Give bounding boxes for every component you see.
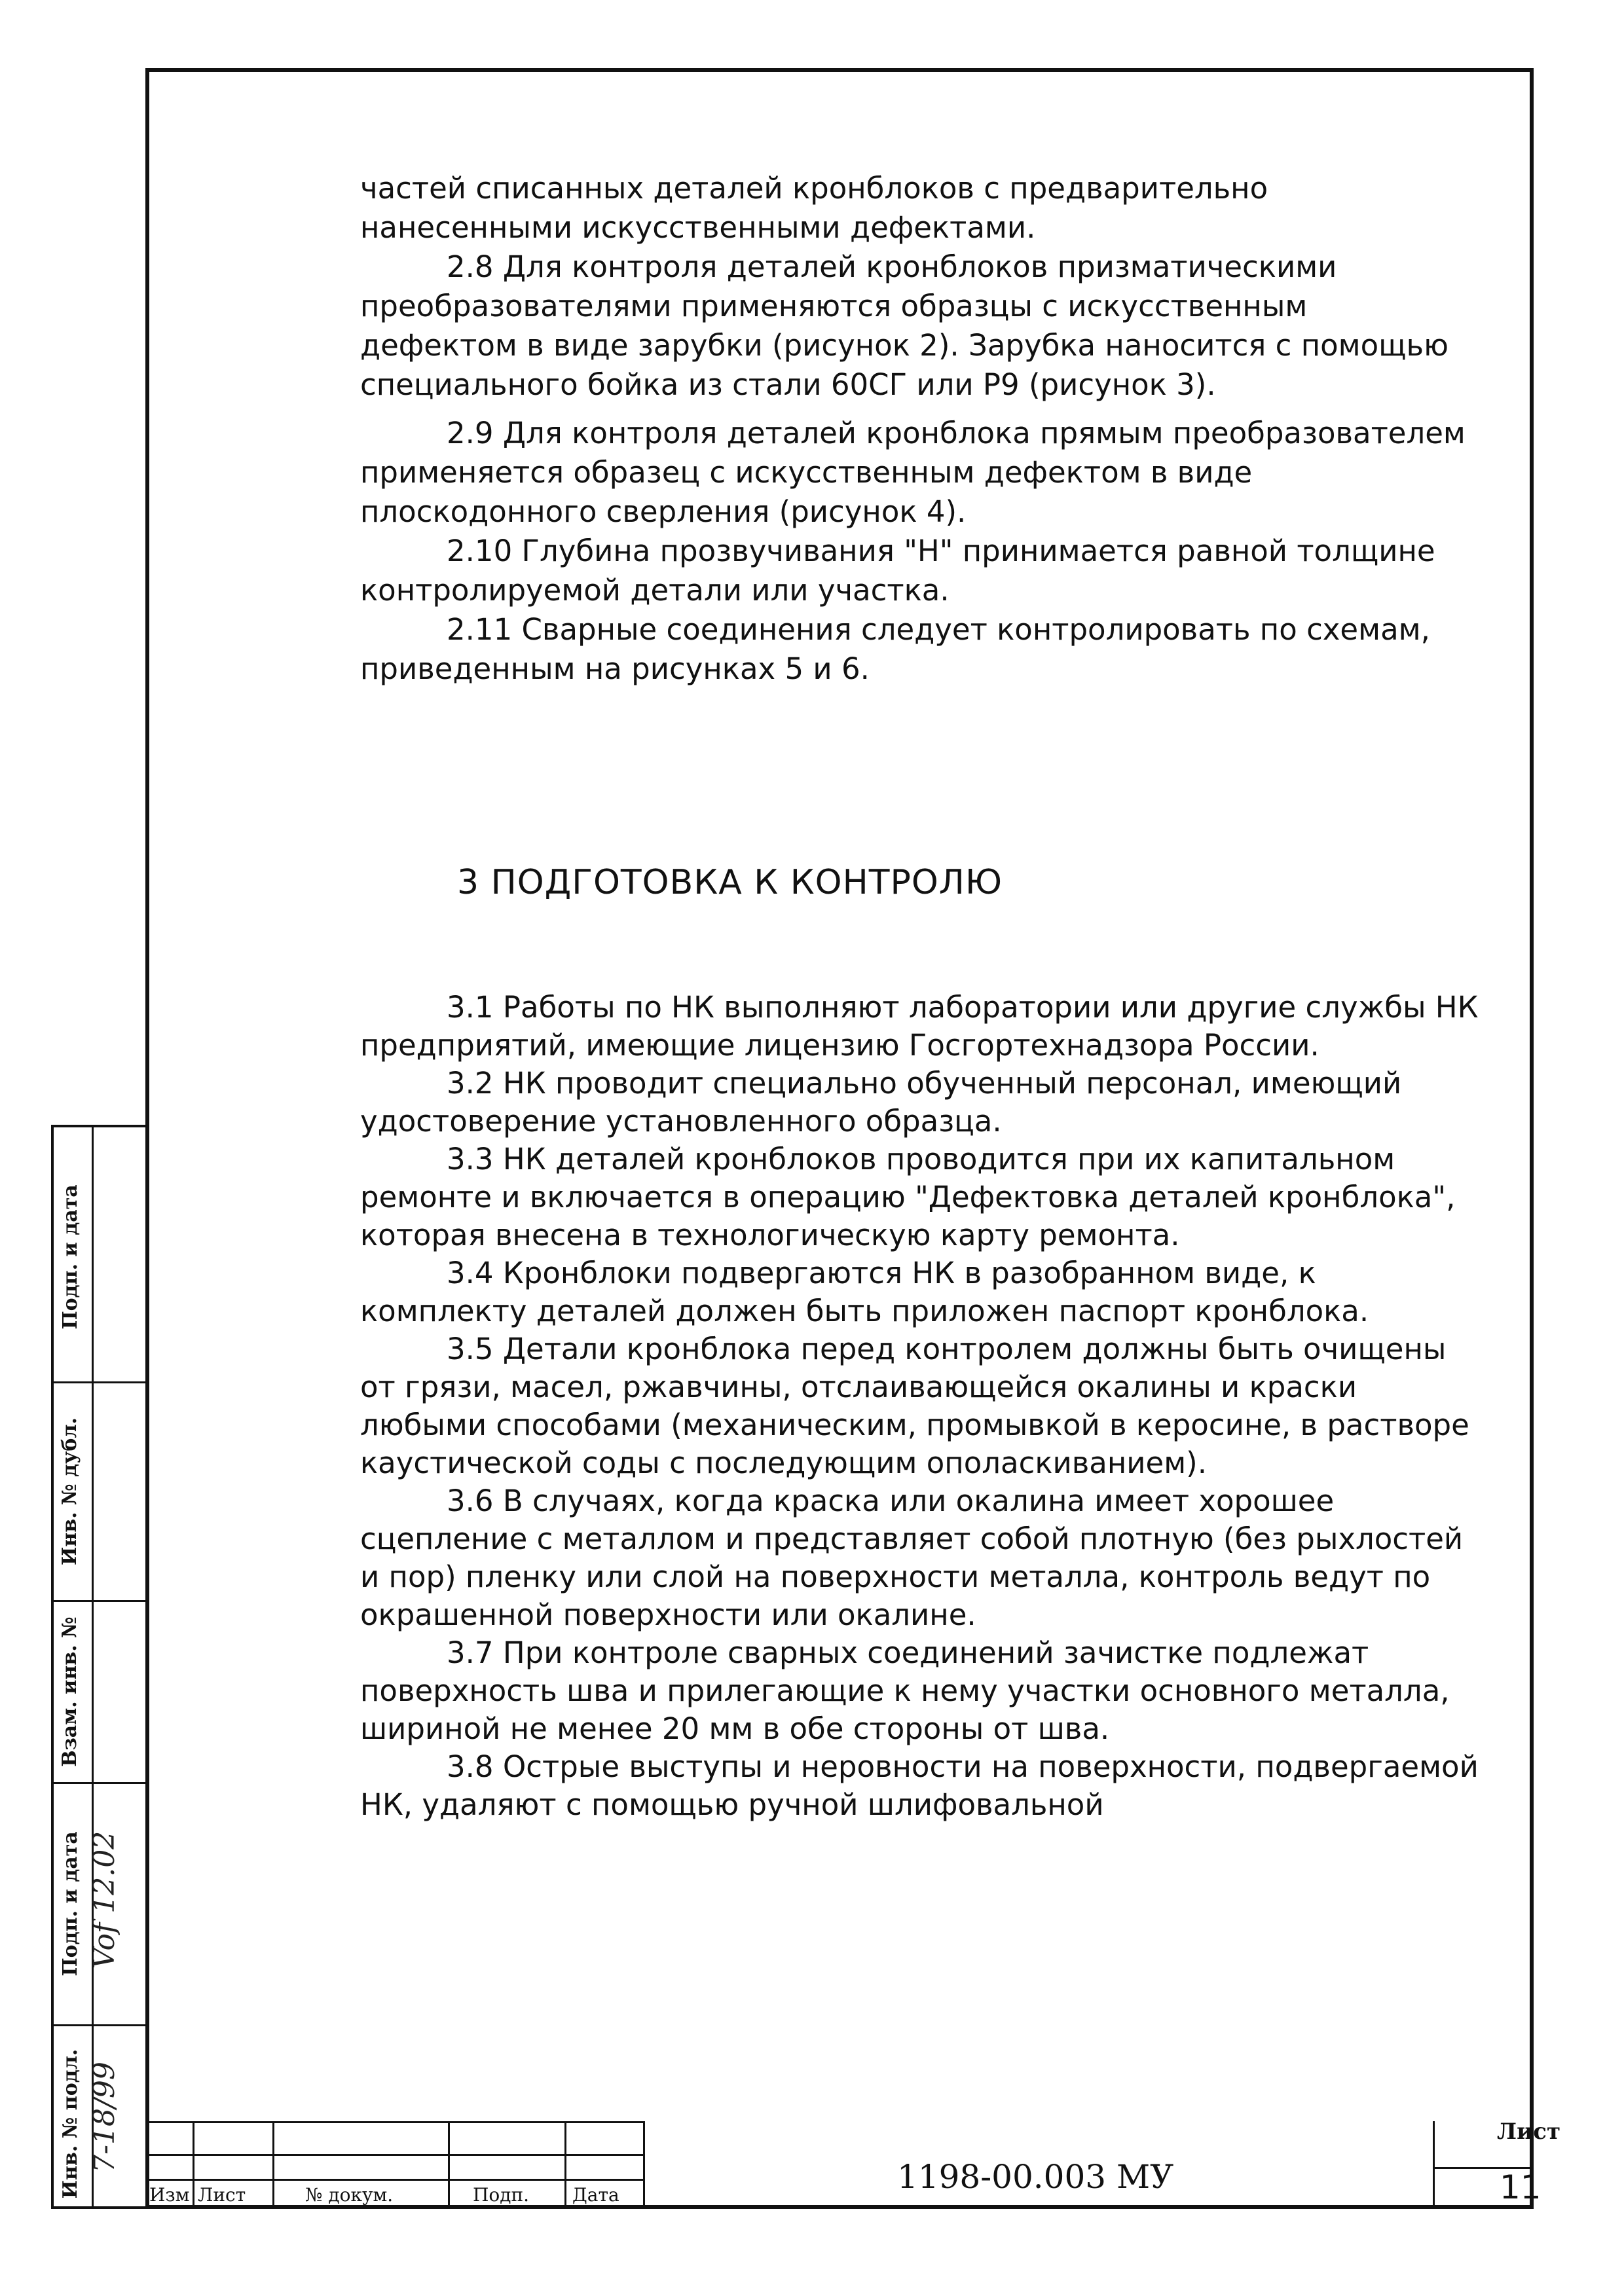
tb-line bbox=[1433, 2121, 1435, 2209]
paragraph-2-11: 2.11 Сварные соединения следует контролировать по схемам, приведенным на рисунках 5 и 6. bbox=[360, 612, 1430, 686]
paragraph-3-5: 3.5 Детали кронблока перед контролем должны быть очищены от грязи, масел, ржавчины, отслаивающейся окалины и краски любыми способами (механическим, промывкой в керосине, в растворе каустической соды с последующим ополаскиванием). bbox=[360, 1332, 1469, 1480]
paragraph-3-4: 3.4 Кронблоки подвергаются НК в разобранном виде, к комплекту деталей должен быть приложен паспорт кронблока. bbox=[360, 1256, 1369, 1328]
tb-line bbox=[272, 2121, 274, 2209]
sheet-number: 11 bbox=[1500, 2168, 1541, 2206]
label-vzam-inv: Взам. инв. № bbox=[58, 1616, 81, 1767]
title-block bbox=[145, 2121, 1534, 2209]
tb-header-izm: Изм bbox=[149, 2184, 190, 2206]
paragraph-3-1: 3.1 Работы по НК выполняют лаборатории или другие службы НК предприятий, имеющие лицензию Госгортехнадзора России. bbox=[360, 990, 1479, 1063]
tb-header-data: Дата bbox=[572, 2184, 619, 2206]
paragraph-3-3: 3.3 НК деталей кронблоков проводится при их капитальном ремонте и включается в операцию "Дефектовка деталей кронблока", которая внесена в технологическую карту ремонта. bbox=[360, 1142, 1456, 1252]
paragraph-2-9: 2.9 Для контроля деталей кронблока прямым преобразователем применяется образец с искусственным дефектом в виде плоскодонного сверления (рисунок 4). bbox=[360, 416, 1466, 529]
handwritten-signature-date: Vof 12.02 bbox=[88, 1831, 121, 1969]
handwritten-inventory-number: 7-18/99 bbox=[88, 2062, 121, 2173]
sheet-label: Лист bbox=[1497, 2119, 1561, 2145]
paragraph-3-6: 3.6 В случаях, когда краска или окалина имеет хорошее сцепление с металлом и представляет собой плотную (без рыхлостей и пор) пленку или слой на поверхности металла, контроль ведут по окрашенной поверхности или окалине. bbox=[360, 1484, 1464, 1632]
tb-line bbox=[643, 2121, 645, 2209]
margin-stamp-strip bbox=[51, 1125, 145, 2209]
paragraph-2-10: 2.10 Глубина прозвучивания "Н" принимается равной толщине контролируемой детали или участка. bbox=[360, 534, 1435, 608]
tb-line bbox=[448, 2121, 450, 2209]
tb-header-list: Лист bbox=[198, 2184, 246, 2206]
label-inv-podl: Инв. № подл. bbox=[59, 2049, 82, 2199]
tb-line bbox=[564, 2121, 566, 2209]
label-podp-data-top: Подп. и дата bbox=[59, 1184, 82, 1330]
document-code: 1198-00.003 МУ bbox=[897, 2158, 1174, 2196]
tb-line bbox=[145, 2179, 643, 2181]
paragraph-3-2: 3.2 НК проводит специально обученный персонал, имеющий удостоверение установленного образца. bbox=[360, 1066, 1402, 1139]
section-heading: 3 ПОДГОТОВКА К КОНТРОЛЮ bbox=[457, 863, 1003, 902]
tb-line bbox=[193, 2121, 194, 2209]
tb-header-ndokum: № докум. bbox=[305, 2184, 394, 2206]
paragraph-3-8: 3.8 Острые выступы и неровности на поверхности, подвергаемой НК, удаляют с помощью ручной шлифовальной bbox=[360, 1749, 1479, 1822]
paragraph-continuation: частей списанных деталей кронблоков с предварительно нанесенными искусственными дефектами. bbox=[360, 171, 1268, 245]
tb-header-podp: Подп. bbox=[473, 2184, 530, 2206]
label-podp-data-bottom: Подп. и дата bbox=[59, 1831, 82, 1977]
label-inv-dubl: Инв. № дубл. bbox=[58, 1417, 81, 1565]
body-text-section-3 bbox=[360, 989, 1486, 1824]
paragraph-2-8: 2.8 Для контроля деталей кронблоков призматическими преобразователями применяются образцы с искусственным дефектом в виде зарубки (рисунок 2). Зарубка наносится с помощью специального бойка из стали 60СГ или Р9 (рисунок 3). bbox=[360, 249, 1449, 402]
tb-line bbox=[145, 2121, 643, 2123]
paragraph-3-7: 3.7 При контроле сварных соединений зачистке подлежат поверхность шва и прилегающие к нему участки основного металла, шириной не менее 20 мм в обе стороны от шва. bbox=[360, 1635, 1450, 1746]
tb-line bbox=[145, 2154, 643, 2156]
body-text-top bbox=[360, 169, 1473, 689]
